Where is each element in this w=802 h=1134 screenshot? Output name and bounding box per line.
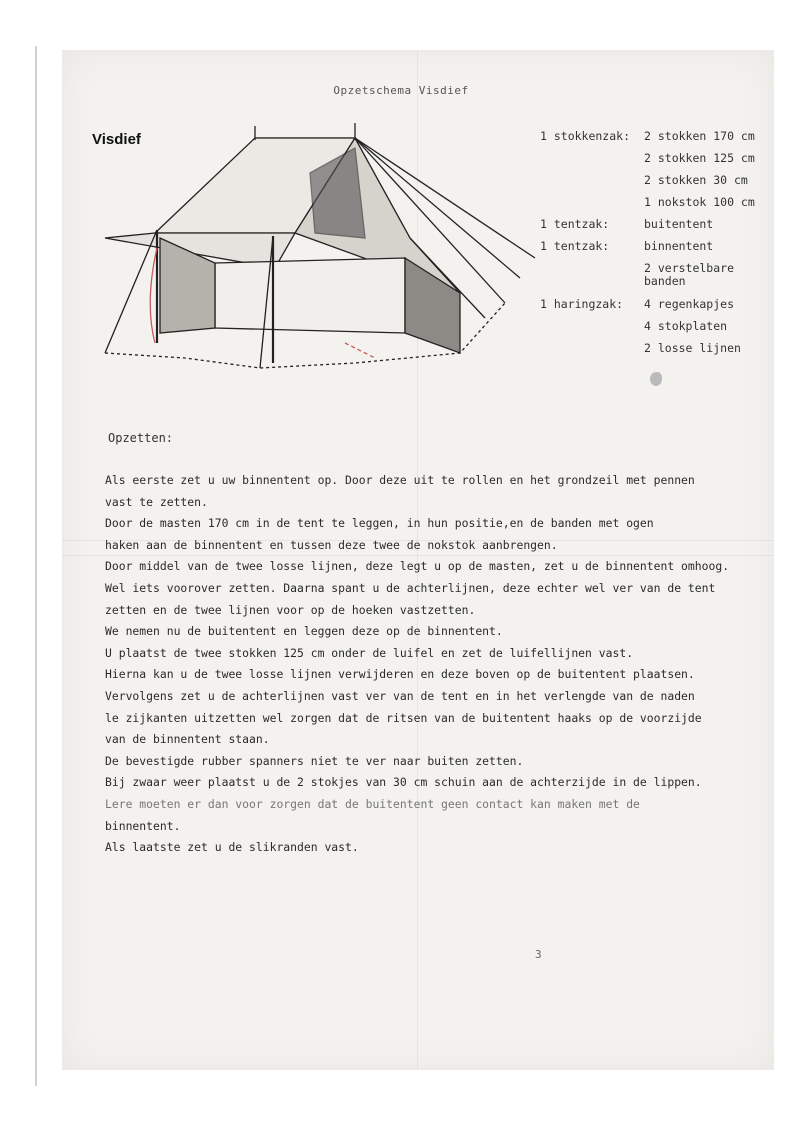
inventory-item: 2 verstelbare banden [644, 261, 735, 288]
instruction-line: Door middel van de twee losse lijnen, deze legt u op de masten, zet u de binnentent omhoog. [105, 559, 730, 574]
instruction-line: De bevestigde rubber spanners niet te ver naar buiten zetten. [105, 753, 524, 768]
page-mark: 3 [535, 948, 542, 961]
inventory-item: 2 stokken 30 cm [644, 173, 748, 187]
instruction-line: zetten en de twee lijnen voor op de hoeken vastzetten. [105, 602, 476, 617]
instruction-line: haken aan de binnentent en tussen deze twee de nokstok aanbrengen. [105, 537, 558, 552]
inventory-group [540, 125, 780, 213]
inventory-row [540, 213, 780, 235]
inventory-row [540, 257, 780, 293]
inventory-row [540, 125, 780, 147]
bag-label: 1 tentzak: [540, 217, 610, 231]
inventory-group [540, 213, 780, 235]
inventory-row [540, 169, 780, 191]
bag-label: 1 tentzak: [540, 239, 610, 253]
bag-label: 1 haringzak: [540, 297, 624, 311]
inventory-item: 4 regenkapjes [644, 297, 735, 311]
inventory-item: buitentent [644, 217, 714, 231]
instruction-line: vast te zetten. [105, 494, 208, 509]
instruction-line: Als eerste zet u uw binnentent op. Door deze uit te rollen en het grondzeil met pennen [105, 473, 695, 487]
instruction-line: van de binnentent staan. [105, 732, 270, 747]
inventory-item: 2 losse lijnen [644, 341, 741, 355]
inventory-item: 2 stokken 170 cm [644, 129, 755, 143]
instruction-line: Lere moeten er dan voor zorgen dat de buitentent geen contact kan maken met de [105, 796, 640, 811]
inventory-list [540, 125, 780, 359]
section-heading: Opzetten: [108, 431, 174, 445]
brand-name: Visdief [92, 131, 141, 148]
instruction-line: Wel iets voorover zetten. Daarna spant u de achterlijnen, deze echter wel ver van de tent [105, 580, 716, 595]
red-mark [345, 343, 375, 358]
inventory-group [540, 293, 780, 359]
instructions-text [105, 470, 775, 859]
inventory-item: 1 nokstok 100 cm [644, 195, 755, 209]
instruction-line: U plaatst de twee stokken 125 cm onder de luifel en zet de luifellijnen vast. [105, 645, 634, 660]
inventory-row [540, 293, 780, 315]
inventory-row [540, 337, 780, 359]
document-title: Opzetschema Visdief [333, 84, 469, 97]
inventory-row [540, 191, 780, 213]
instruction-line: Hierna kan u de twee losse lijnen verwijderen en deze boven op de buitentent plaatsen. [105, 667, 695, 682]
inventory-group [540, 235, 780, 293]
instruction-line: Door de masten 170 cm in de tent te leggen, in hun positie,en de banden met ogen [105, 516, 654, 531]
inventory-row [540, 147, 780, 169]
inventory-row [540, 235, 780, 257]
tent-illustration [65, 118, 545, 378]
inventory-item: binnentent [644, 239, 714, 253]
instruction-line: Vervolgens zet u de achterlijnen vast ver van de tent en in het verlengde van de naden [105, 688, 695, 703]
inventory-item: 4 stokplaten [644, 319, 728, 333]
guy-line [105, 230, 157, 353]
scan-edge [35, 46, 37, 1086]
instruction-line: le zijkanten uitzetten wel zorgen dat de ritsen van de buitentent haaks op de voorzijde [105, 710, 702, 725]
front-wall [215, 258, 405, 333]
inventory-item: 2 stokken 125 cm [644, 151, 755, 165]
bag-label: 1 stokkenzak: [540, 129, 631, 143]
instruction-line: Als laatste zet u de slikranden vast. [105, 840, 359, 855]
inventory-row [540, 315, 780, 337]
instruction-line: We nemen nu de buitentent en leggen deze op de binnentent. [105, 624, 503, 639]
ink-blot [650, 372, 662, 386]
instruction-line: Bij zwaar weer plaatst u de 2 stokjes van 30 cm schuin aan de achterzijde in de lippen. [105, 775, 702, 790]
instruction-line: binnentent. [105, 818, 181, 833]
